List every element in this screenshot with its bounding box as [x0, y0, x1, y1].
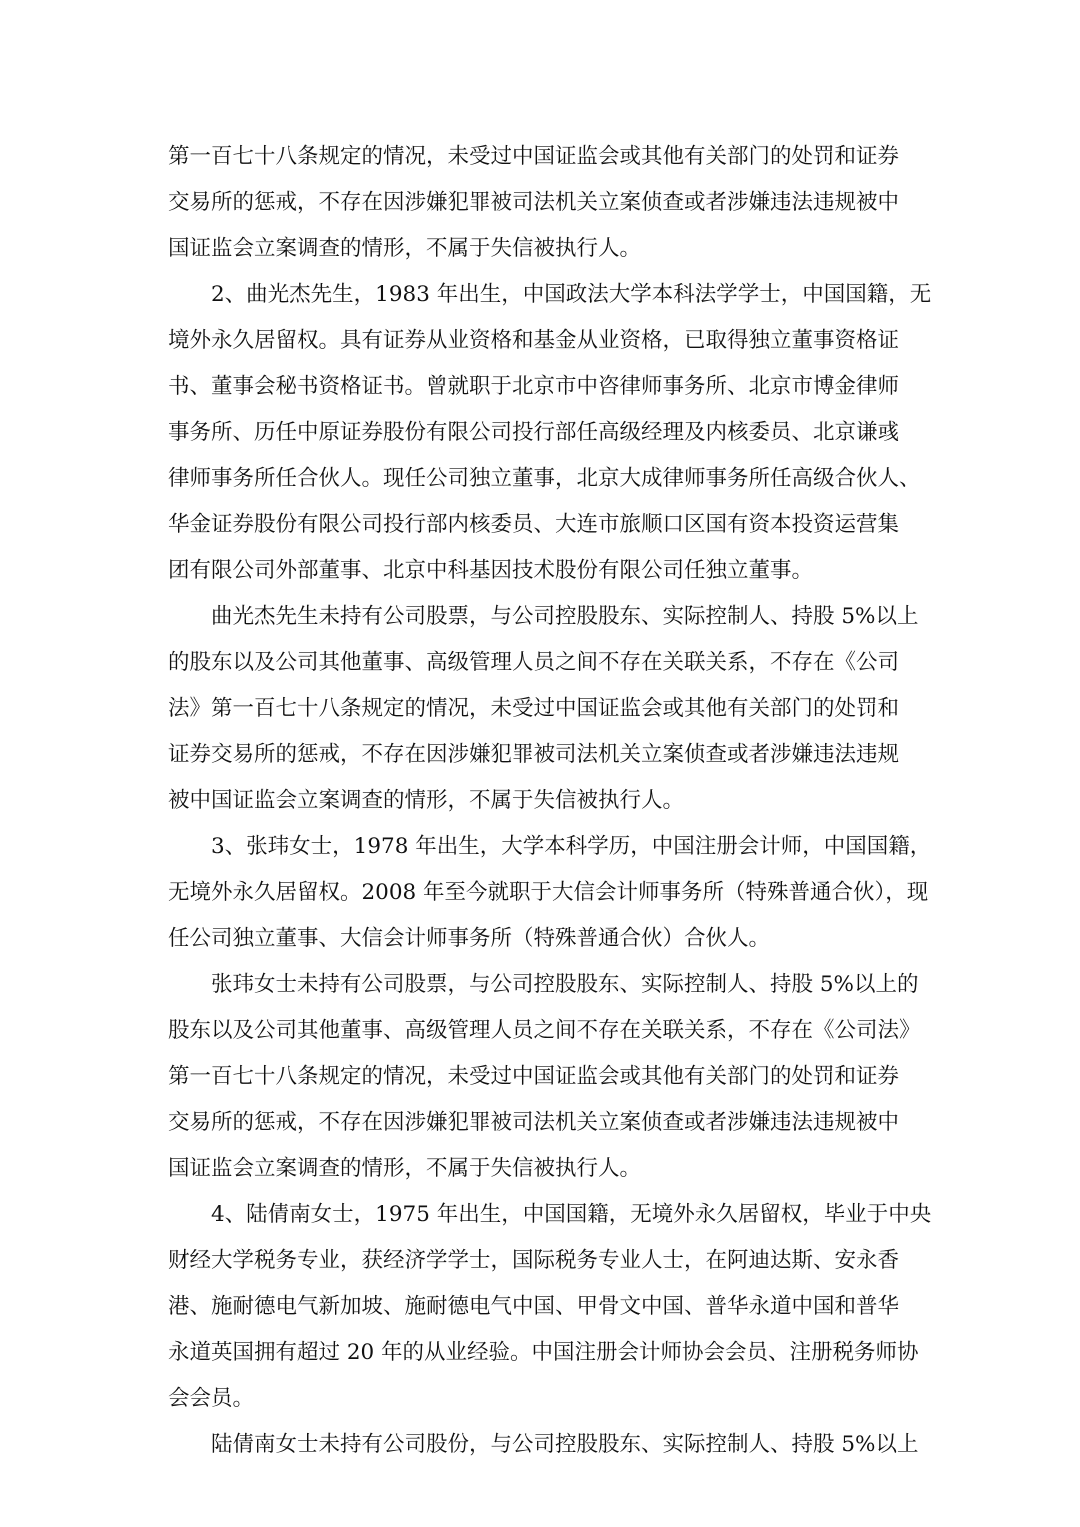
- text-line: 股东以及公司其他董事、高级管理人员之间不存在关联关系，不存在《公司法》: [168, 1018, 921, 1043]
- text-line: 团有限公司外部董事、北京中科基因技术股份有限公司任独立董事。: [168, 558, 814, 583]
- text-line: 任公司独立董事、大信会计师事务所（特殊普通合伙）合伙人。: [168, 926, 771, 951]
- text-line: 财经大学税务专业，获经济学学士，国际税务专业人士，在阿迪达斯、安永香: [168, 1248, 900, 1273]
- text-line: 法》第一百七十八条规定的情况，未受过中国证监会或其他有关部门的处罚和: [168, 696, 900, 721]
- text-line: 会会员。: [168, 1386, 255, 1411]
- text-line: 陆倩南女士未持有公司股份，与公司控股股东、实际控制人、持股 5%以上: [211, 1432, 919, 1457]
- text-line: 张玮女士未持有公司股票，与公司控股股东、实际控制人、持股 5%以上的: [211, 972, 919, 997]
- text-line: 永道英国拥有超过 20 年的从业经验。中国注册会计师协会会员、注册税务师协: [168, 1340, 919, 1365]
- text-line: 交易所的惩戒，不存在因涉嫌犯罪被司法机关立案侦查或者涉嫌违法违规被中: [168, 190, 900, 215]
- text-line: 证券交易所的惩戒，不存在因涉嫌犯罪被司法机关立案侦查或者涉嫌违法违规: [168, 742, 900, 767]
- text-line: 国证监会立案调查的情形，不属于失信被执行人。: [168, 1156, 642, 1181]
- text-line: 境外永久居留权。具有证券从业资格和基金从业资格，已取得独立董事资格证: [168, 328, 900, 353]
- text-line: 国证监会立案调查的情形，不属于失信被执行人。: [168, 236, 642, 261]
- text-line: 第一百七十八条规定的情况，未受过中国证监会或其他有关部门的处罚和证券: [168, 1064, 900, 1089]
- text-line: 的股东以及公司其他董事、高级管理人员之间不存在关联关系，不存在《公司: [168, 650, 900, 675]
- text-line: 被中国证监会立案调查的情形，不属于失信被执行人。: [168, 788, 685, 813]
- text-line: 港、施耐德电气新加坡、施耐德电气中国、甲骨文中国、普华永道中国和普华: [168, 1294, 900, 1319]
- text-line: 事务所、历任中原证券股份有限公司投行部任高级经理及内核委员、北京谦彧: [168, 420, 900, 445]
- text-line: 无境外永久居留权。2008 年至今就职于大信会计师事务所（特殊普通合伙），现: [168, 880, 929, 905]
- text-line: 华金证券股份有限公司投行部内核委员、大连市旅顺口区国有资本投资运营集: [168, 512, 900, 537]
- text-line: 第一百七十八条规定的情况，未受过中国证监会或其他有关部门的处罚和证券: [168, 144, 900, 169]
- text-line: 曲光杰先生未持有公司股票，与公司控股股东、实际控制人、持股 5%以上: [211, 604, 919, 629]
- text-line: 4、陆倩南女士，1975 年出生，中国国籍，无境外永久居留权，毕业于中央: [211, 1202, 932, 1227]
- text-line: 律师事务所任合伙人。现任公司独立董事，北京大成律师事务所任高级合伙人、: [168, 466, 921, 491]
- text-line: 3、张玮女士，1978 年出生，大学本科学历，中国注册会计师，中国国籍，: [211, 834, 932, 859]
- text-line: 2、曲光杰先生，1983 年出生，中国政法大学本科法学学士，中国国籍，无: [211, 282, 932, 307]
- text-line: 交易所的惩戒，不存在因涉嫌犯罪被司法机关立案侦查或者涉嫌违法违规被中: [168, 1110, 900, 1135]
- text-line: 书、董事会秘书资格证书。曾就职于北京市中咨律师事务所、北京市博金律师: [168, 374, 900, 399]
